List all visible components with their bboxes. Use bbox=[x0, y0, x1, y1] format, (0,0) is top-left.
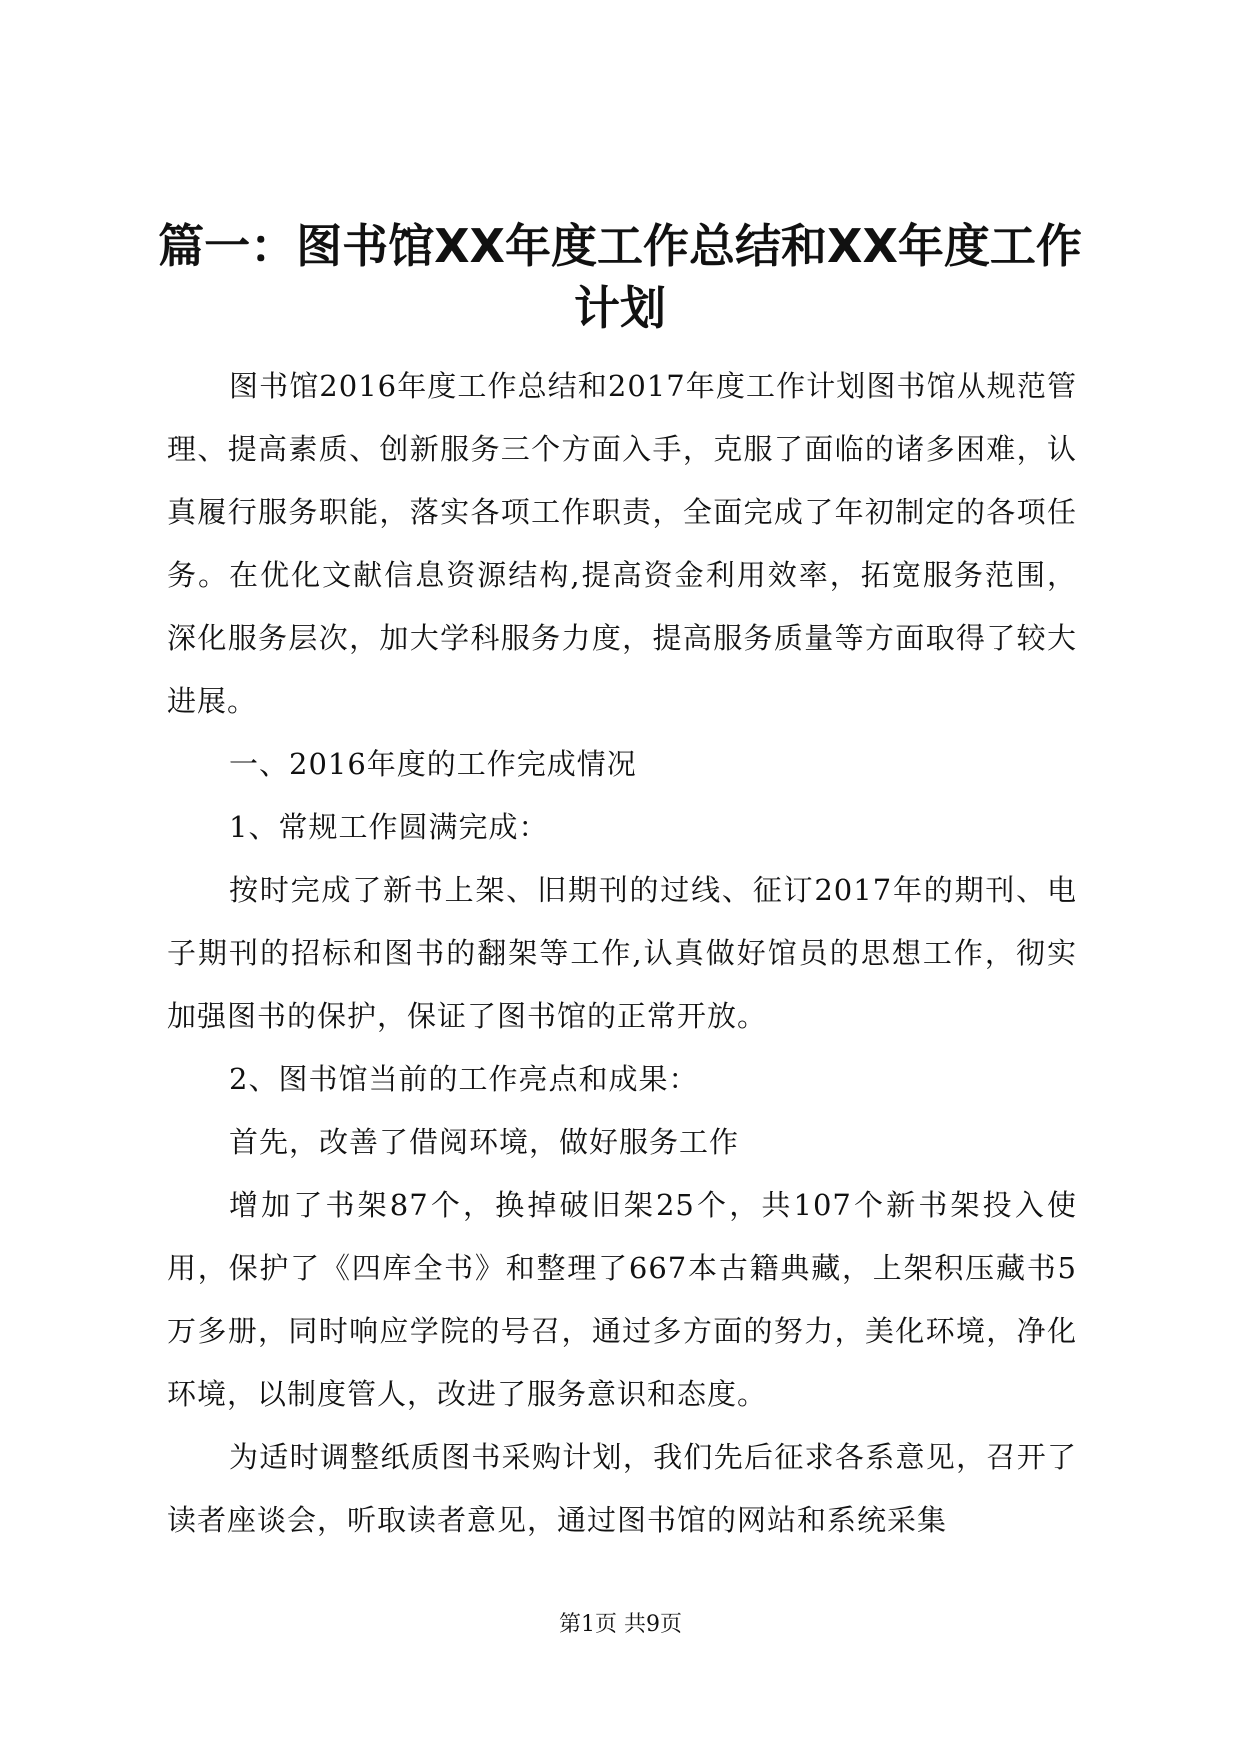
subheading-routine-work: 1、常规工作圆满完成： bbox=[229, 810, 549, 844]
document-title: 篇一：图书馆XX年度工作总结和XX年度工作计划 bbox=[158, 219, 1082, 335]
paragraph-procurement: 为适时调整纸质图书采购计划，我们先后征求各系意见，召开了读者座谈会，听取读者意见，通过图书馆的网站和系统采集 bbox=[167, 1440, 1077, 1537]
paragraph-first-point: 首先，改善了借阅环境，做好服务工作 bbox=[229, 1125, 740, 1159]
section-heading-2016: 一、2016年度的工作完成情况 bbox=[229, 747, 637, 781]
page-number-footer: 第1页 共9页 bbox=[559, 1612, 682, 1637]
paragraph-bookshelves: 增加了书架87个，换掉破旧架25个，共107个新书架投入使用，保护了《四库全书》和整理了667本古籍典藏，上架积压藏书5万多册，同时响应学院的号召，通过多方面的努力，美化环境，净化环境，以制度管人，改进了服务意识和态度。 bbox=[167, 1188, 1077, 1411]
paragraph-intro: 图书馆2016年度工作总结和2017年度工作计划图书馆从规范管理、提高素质、创新服务三个方面入手，克服了面临的诸多困难，认真履行服务职能，落实各项工作职责，全面完成了年初制定的各项任务。在优化文献信息资源结构,提高资金利用效率，拓宽服务范围，深化服务层次，加大学科服务力度，提高服务质量等方面取得了较大进展。 bbox=[167, 369, 1077, 718]
paragraph-routine-work: 按时完成了新书上架、旧期刊的过线、征订2017年的期刊、电子期刊的招标和图书的翻架等工作,认真做好馆员的思想工作，彻实加强图书的保护，保证了图书馆的正常开放。 bbox=[167, 873, 1077, 1033]
document-body bbox=[167, 355, 1077, 1552]
subheading-highlights: 2、图书馆当前的工作亮点和成果： bbox=[229, 1062, 699, 1096]
